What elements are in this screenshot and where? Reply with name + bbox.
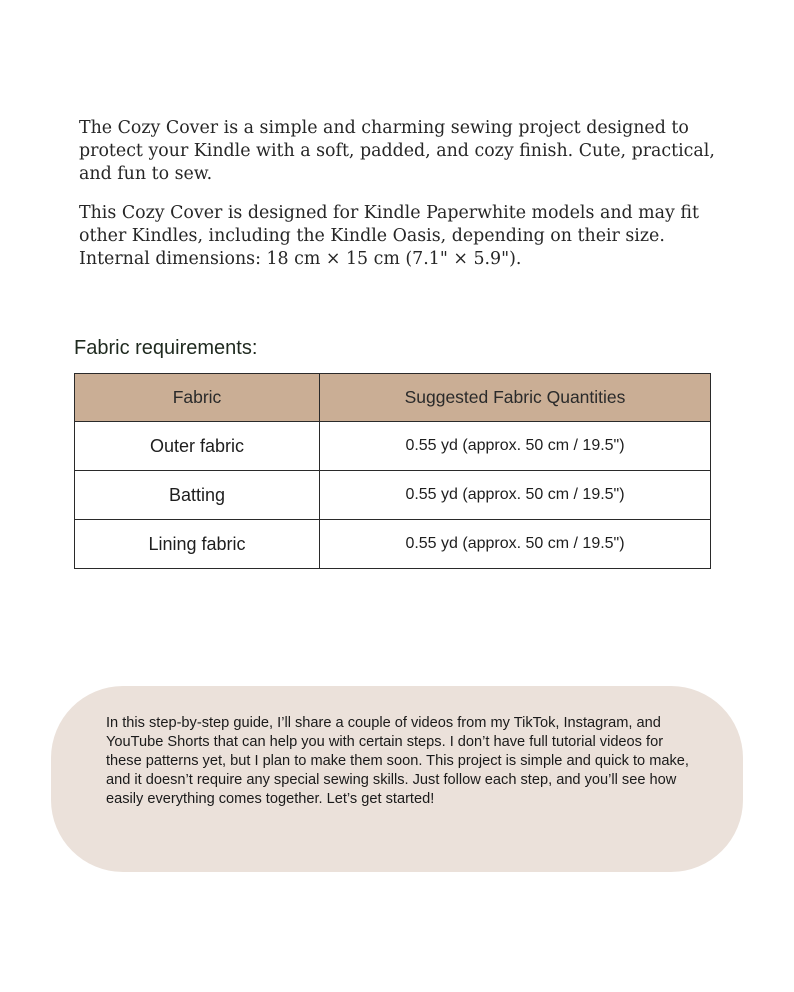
fabric-name-cell: Outer fabric: [75, 422, 320, 471]
table-row: [75, 422, 711, 471]
fabric-name-cell: Lining fabric: [75, 520, 320, 569]
table-row: [75, 520, 711, 569]
fabric-requirements-table: [74, 373, 711, 569]
intro-paragraph-1: The Cozy Cover is a simple and charming sewing project designed to protect your Kindle with a soft, padded, and cozy finish. Cute, practical, and fun to sew.: [79, 118, 715, 184]
table-header-row: [75, 374, 711, 422]
fabric-requirements-heading: Fabric requirements:: [74, 337, 258, 359]
fabric-quantity-cell: 0.55 yd (approx. 50 cm / 19.5"): [320, 471, 711, 520]
table-row: [75, 471, 711, 520]
guide-note-box: [51, 686, 743, 872]
guide-note-text: In this step-by-step guide, I’ll share a couple of videos from my TikTok, Instagram, and YouTube Shorts that can help you with certain steps. I don’t have full tutorial videos for these patterns yet, but I plan to make them soon. This project is simple and quick to make, and it doesn’t require any special sewing skills. Just follow each step, and you’ll see how easily everything comes together. Let’s get started!: [106, 715, 689, 807]
intro-paragraph-2: This Cozy Cover is designed for Kindle Paperwhite models and may fit other Kindles, including the Kindle Oasis, depending on their size. Internal dimensions: 18 cm × 15 cm (7.1" × 5.9").: [79, 203, 699, 269]
fabric-name-cell: Batting: [75, 471, 320, 520]
fabric-quantity-cell: 0.55 yd (approx. 50 cm / 19.5"): [320, 422, 711, 471]
fabric-quantity-cell: 0.55 yd (approx. 50 cm / 19.5"): [320, 520, 711, 569]
column-header-quantities: Suggested Fabric Quantities: [320, 374, 711, 422]
column-header-fabric: Fabric: [75, 374, 320, 422]
